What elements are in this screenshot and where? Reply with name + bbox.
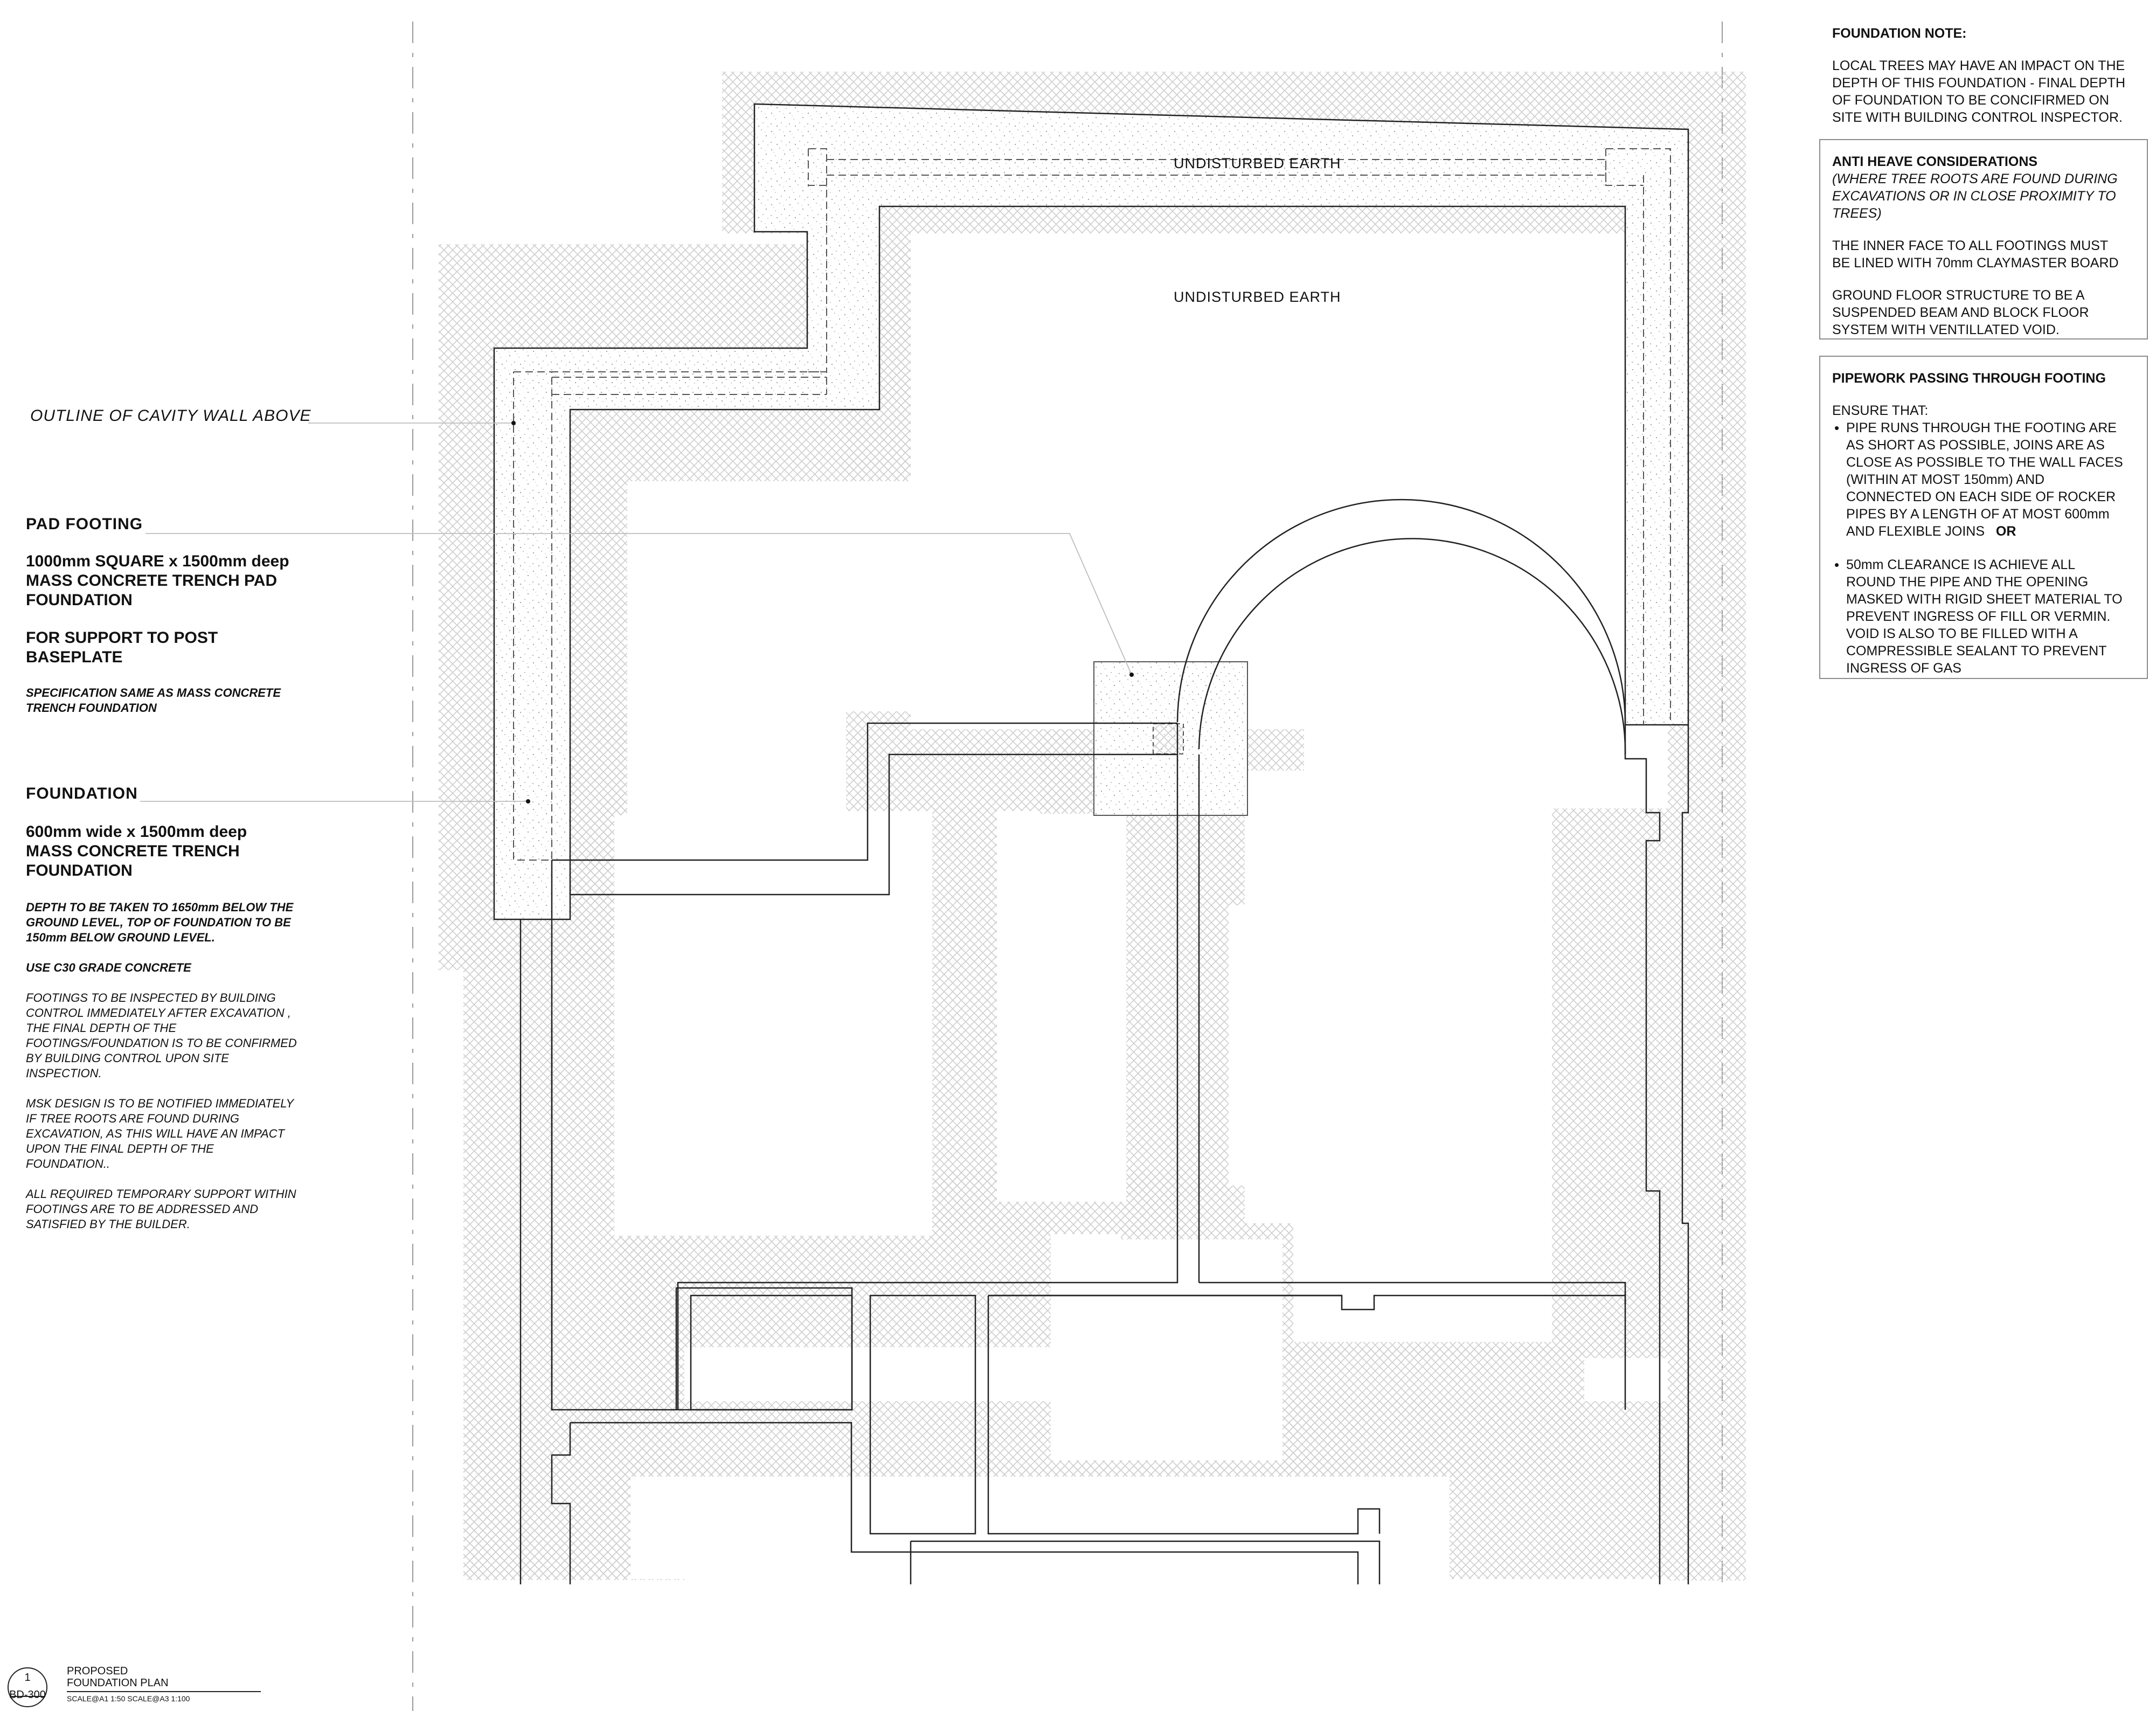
foundation-temp-support: ALL REQUIRED TEMPORARY SUPPORT WITHIN FOOTINGS ARE TO BE ADDRESSED AND SATISFIED BY THE BUILDER. [26, 1187, 296, 1231]
anti-heave-box [1819, 139, 2148, 340]
outline-label-text: OUTLINE OF CAVITY WALL ABOVE [30, 407, 311, 425]
drawing-title-block [8, 1660, 255, 1708]
foundation-concrete: USE C30 GRADE CONCRETE [26, 961, 191, 974]
outline-label [30, 407, 311, 425]
pad-footing-label [26, 515, 328, 716]
anti-heave-condition: (WHERE TREE ROOTS ARE FOUND DURING EXCAVATIONS OR IN CLOSE PROXIMITY TO TREES) [1832, 171, 2118, 221]
drawing-number: 1 [24, 1672, 31, 1684]
anti-heave-title: ANTI HEAVE CONSIDERATIONS [1832, 154, 2038, 169]
drawing-scale: SCALE@A1 1:50 SCALE@A3 1:100 [67, 1694, 190, 1703]
drawing-title: PROPOSED FOUNDATION PLAN [67, 1665, 169, 1689]
foundation-msk-notice: MSK DESIGN IS TO BE NOTIFIED IMMEDIATELY IF TREE ROOTS ARE FOUND DURING EXCAVATION, AS THIS WILL HAVE AN IMPACT UPON THE FINAL DEPTH OF THE FOUNDATION.. [26, 1097, 294, 1170]
undisturbed-earth-top: UNDISTURBED EARTH [1174, 155, 1341, 171]
anti-heave-lining: THE INNER FACE TO ALL FOOTINGS MUST BE LINED WITH 70mm CLAYMASTER BOARD [1832, 238, 2119, 271]
pad-footing-purpose: FOR SUPPORT TO POST BASEPLATE [26, 629, 218, 666]
drawing-number-circle [8, 1667, 47, 1707]
foundation-note-box [1819, 11, 2148, 127]
foundation-note-body: LOCAL TREES MAY HAVE AN IMPACT ON THE DEPTH OF THIS FOUNDATION - FINAL DEPTH OF FOUNDATION TO BE CONCIFIRMED ON SITE WITH BUILDING CONTROL INSPECTOR. [1832, 58, 2126, 125]
drawing-code: BD-300 [9, 1689, 46, 1701]
undisturbed-earth-mid: UNDISTURBED EARTH [1174, 289, 1341, 305]
pad-footing-title: PAD FOOTING [26, 515, 143, 533]
anti-heave-floor: GROUND FLOOR STRUCTURE TO BE A SUSPENDED BEAM AND BLOCK FLOOR SYSTEM WITH VENTILLATED VOID. [1832, 288, 2089, 337]
foundation-note-title: FOUNDATION NOTE: [1832, 26, 1967, 41]
pad-footing-post [1153, 724, 1183, 754]
pipework-intro: ENSURE THAT: [1832, 403, 1929, 418]
foundation-title: FOUNDATION [26, 785, 138, 802]
pipework-list [1832, 419, 2135, 677]
pad-footing-spec: SPECIFICATION SAME AS MASS CONCRETE TRENCH FOUNDATION [26, 686, 281, 715]
pipework-option-1: • PIPE RUNS THROUGH THE FOOTING ARE AS SHORT AS POSSIBLE, JOINS ARE AS CLOSE AS POSSIBLE TO THE WALL FACES (WITHIN AT MOST 150mm) AND CONNECTED ON EACH SIDE OF ROCKER PIPES BY A LENGTH OF AT MOST 600mm AND FLEXIBLE JOINS OR [1846, 419, 2135, 540]
foundation-size: 600mm wide x 1500mm deep MASS CONCRETE TRENCH FOUNDATION [26, 823, 247, 879]
pipework-title: PIPEWORK PASSING THROUGH FOOTING [1832, 371, 2106, 386]
pipework-option-2: • 50mm CLEARANCE IS ACHIEVE ALL ROUND THE PIPE AND THE OPENING MASKED WITH RIGID SHEET MATERIAL TO PREVENT INGRESS OF FILL OR VERMIN. VOID IS ALSO TO BE FILLED WITH A COMPRESSIBLE SEALANT TO PREVENT INGRESS OF GAS [1846, 556, 2135, 677]
foundation-inspection: FOOTINGS TO BE INSPECTED BY BUILDING CONTROL IMMEDIATELY AFTER EXCAVATION , THE FINAL DEPTH OF THE FOOTINGS/FOUNDATION IS TO BE CONFIRMED BY BUILDING CONTROL UPON SITE INSPECTION. [26, 991, 297, 1080]
foundation-label [26, 785, 349, 1232]
pipework-or: OR [1995, 524, 2016, 539]
foundation-depth: DEPTH TO BE TAKEN TO 1650mm BELOW THE GROUND LEVEL, TOP OF FOUNDATION TO BE 150mm BELOW GROUND LEVEL. [26, 900, 294, 944]
pipework-box [1819, 356, 2148, 679]
pad-footing-size: 1000mm SQUARE x 1500mm deep MASS CONCRETE TRENCH PAD FOUNDATION [26, 552, 289, 609]
